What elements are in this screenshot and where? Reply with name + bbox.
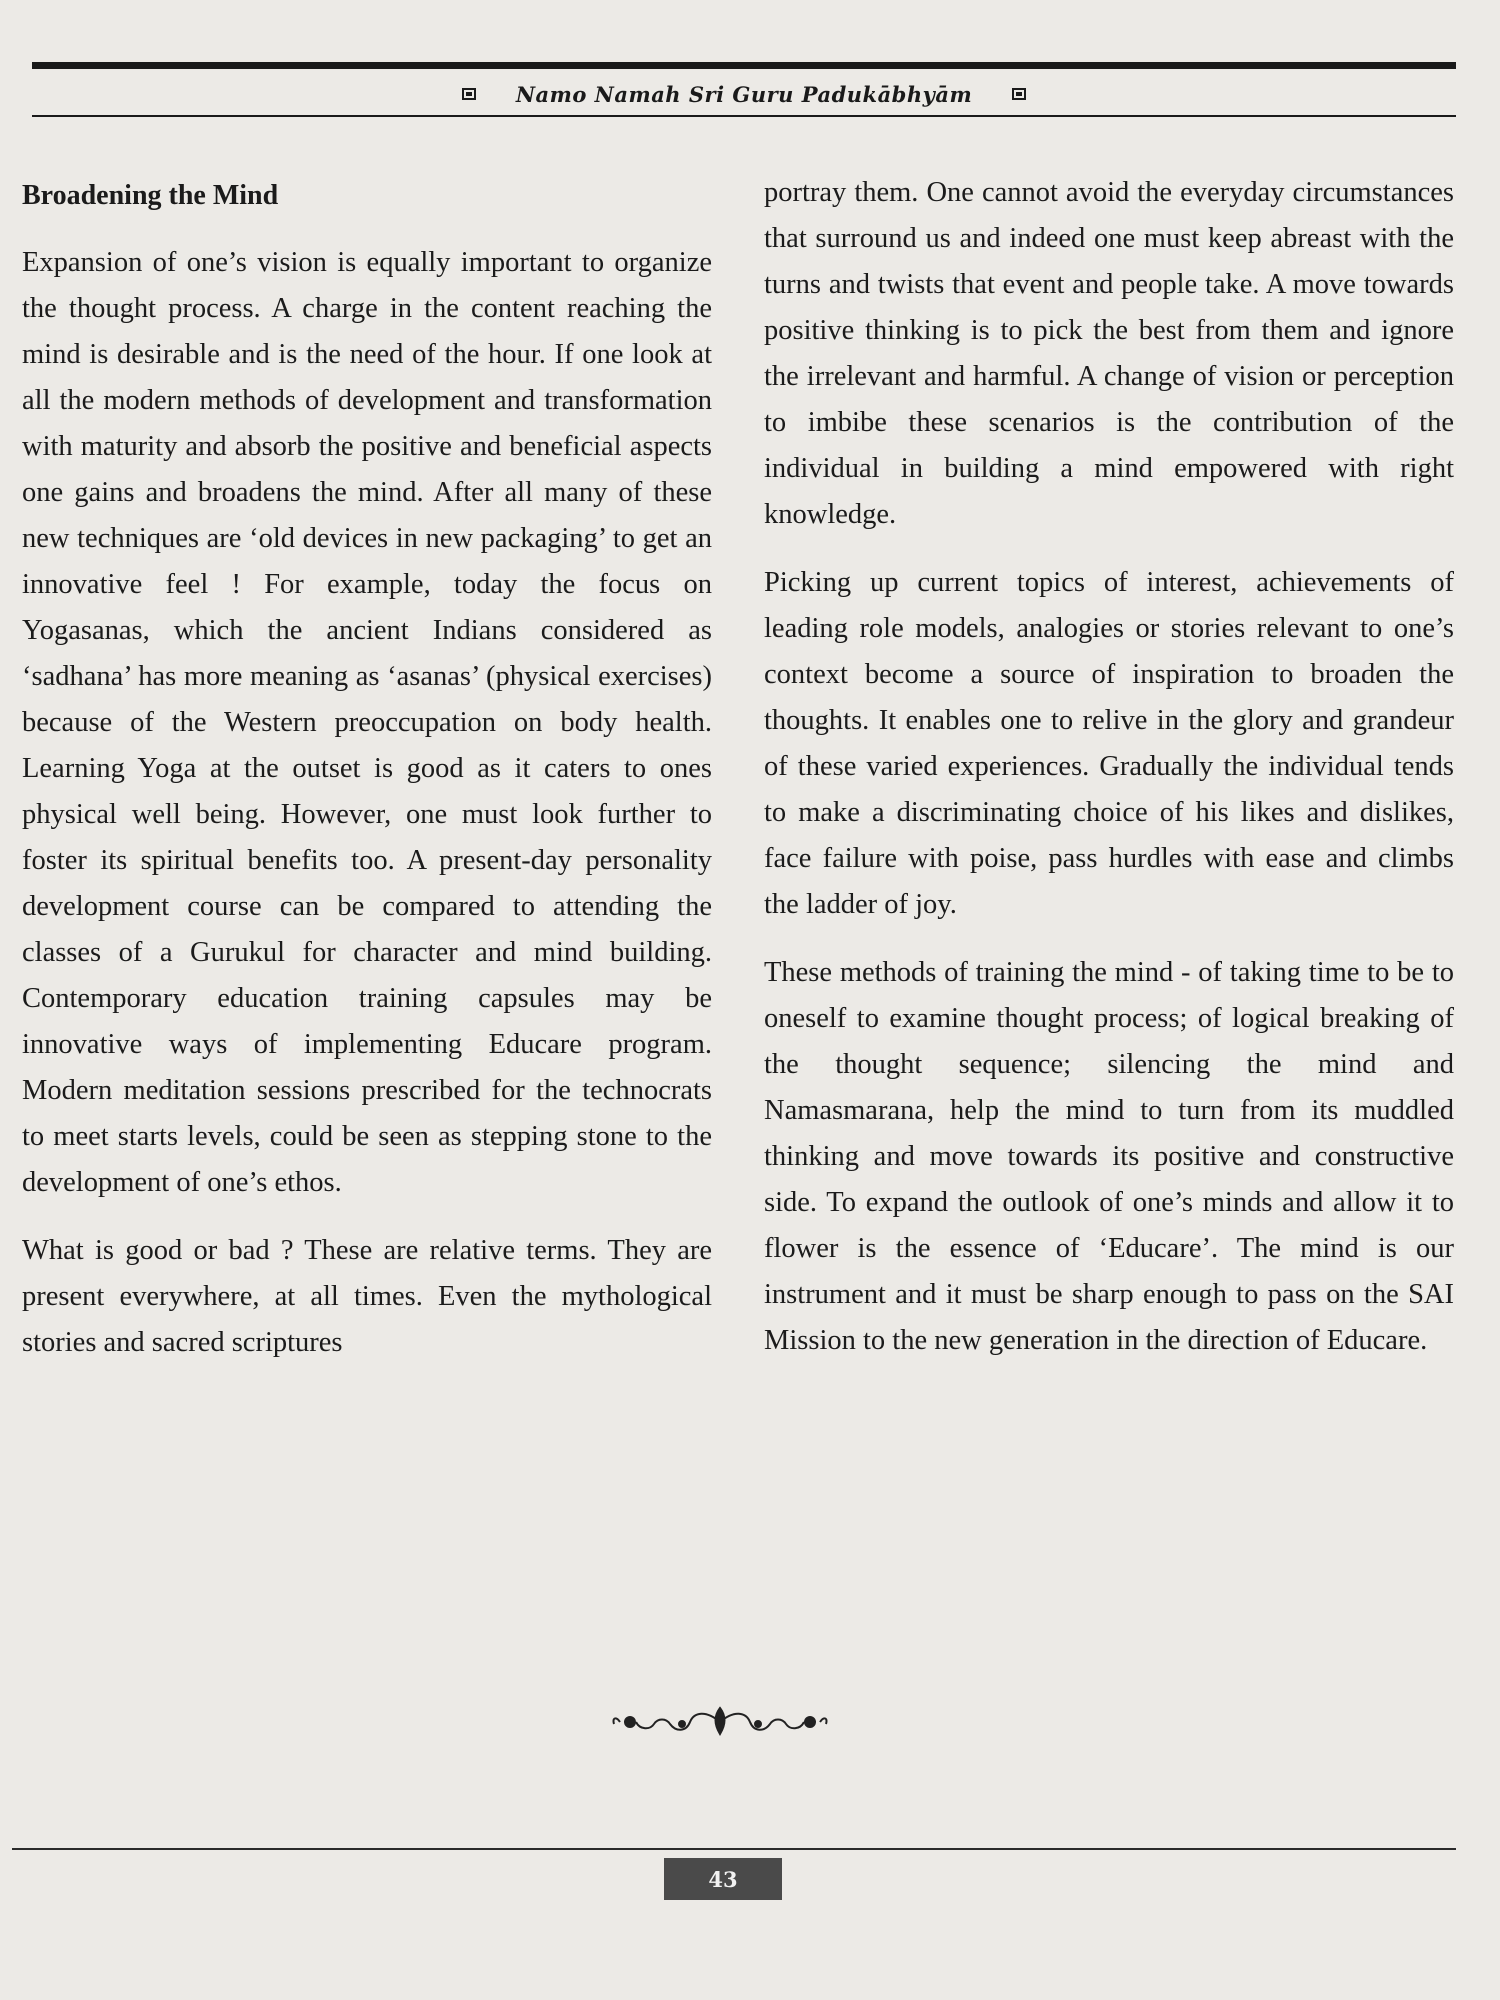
square-bullet-icon [1012, 88, 1026, 100]
floral-ornament-icon [610, 1702, 830, 1742]
paragraph: Picking up current topics of interest, achievements of leading role models, analogies or stories relevant to one’s context become a source of inspiration to broaden the thoughts. It enables one to relive in the glory and grandeur of these varied experiences. Gradually the individual tends to make a discriminating choice of his likes and dislikes, face failure with poise, pass hurdles with ease and climbs the ladder of joy. [764, 567, 1454, 920]
section-heading: Broadening the Mind [22, 180, 279, 211]
paragraph: Expansion of one’s vision is equally important to organize the thought process. A charge in the content reaching the mind is desirable and is the need of the hour. If one look at all the modern methods of development and transformation with maturity and absorb the positive and beneficial aspects one gains and broadens the mind. After all many of these new techniques are ‘old devices in new packaging’ to get an innovative feel ! For example, today the focus on Yogasanas, which the ancient Indians considered as ‘sadhana’ has more meaning as ‘asanas’ (physical exercises) because of the Western preoccupation on body health. Learning Yoga at the outset is good as it caters to ones physical well being. However, one must look further to foster its spiritual benefits too. A present-day personality development course can be compared to attending the classes of a Gurukul for character and mind building. Contemporary education training capsules may be innovative ways of implementing Educare program. Modern meditation sessions prescribed for the technocrats to meet starts levels, could be seen as stepping stone to the development of one’s ethos. [22, 247, 712, 1198]
bottom-rule [12, 1848, 1456, 1850]
square-bullet-icon [462, 88, 476, 100]
header-rule [32, 115, 1456, 117]
page-number: 43 [664, 1858, 782, 1900]
paragraph: What is good or bad ? These are relative terms. They are present everywhere, at all times. Even the mythological stories and sacred scriptures [22, 1235, 712, 1358]
right-column [764, 170, 1454, 1386]
left-column [22, 170, 712, 1388]
running-header [32, 76, 1456, 112]
top-rule [32, 62, 1456, 69]
paragraph: These methods of training the mind - of taking time to be to oneself to examine thought process; of logical breaking of the thought sequence; silencing the mind and Namasmarana, help the mind to turn from its muddled thinking and move towards its positive and constructive side. To expand the outlook of one’s minds and allow it to flower is the essence of ‘Educare’. The mind is our instrument and it must be sharp enough to pass on the SAI Mission to the new generation in the direction of Educare. [764, 957, 1454, 1356]
paragraph: portray them. One cannot avoid the everyday circumstances that surround us and indeed one must keep abreast with the turns and twists that event and people take. A move towards positive thinking is to pick the best from them and ignore the irrelevant and harmful. A change of vision or perception to imbibe these scenarios is the contribution of the individual in building a mind empowered with right knowledge. [764, 177, 1454, 530]
header-title: Namo Namah Sri Guru Padukābhyām [515, 81, 973, 107]
